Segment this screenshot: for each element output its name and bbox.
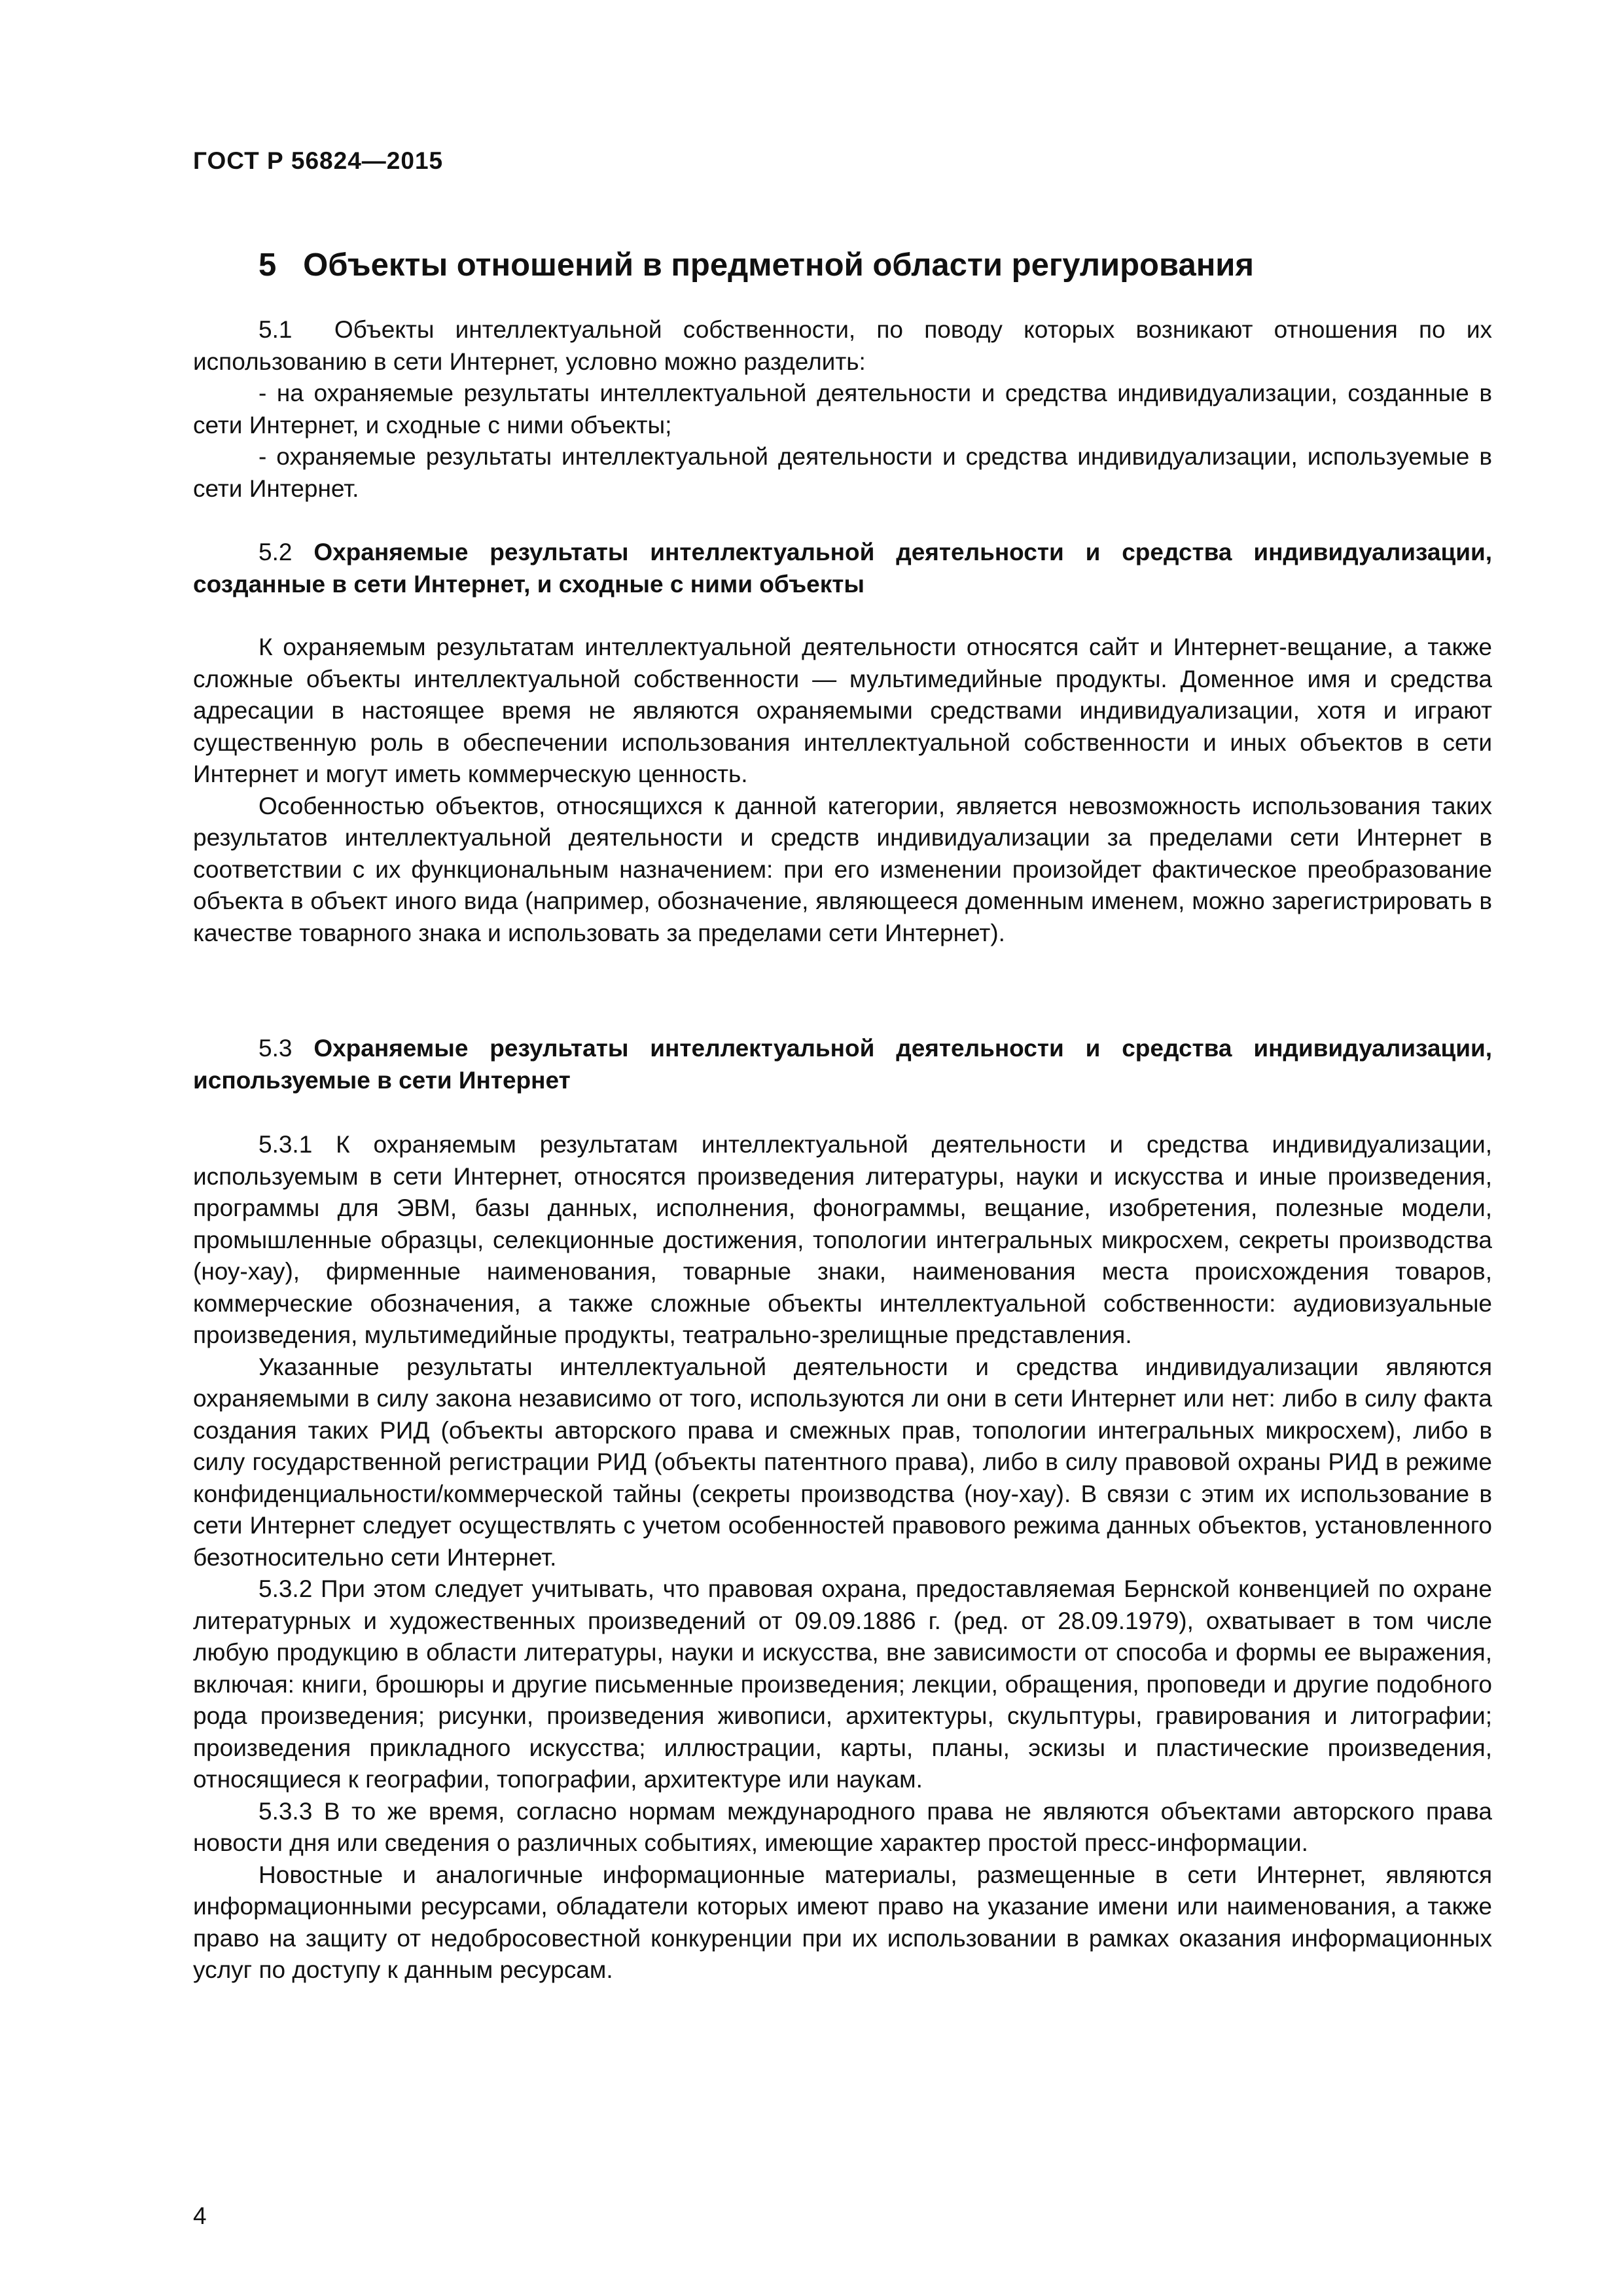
section-number: 5 (259, 247, 277, 283)
clause-number: 5.1 (259, 316, 293, 343)
subsection-5-3-body (193, 1129, 1492, 1986)
subsection-heading (193, 537, 1492, 600)
paragraph: Указанные результаты интеллектуальной деятельности и средства индивидуализации являются охраняемыми в силу закона независимо от того, используются ли они в сети Интернет или нет: либо в силу факта создания таких РИД (объекты авторского права и смежных прав, топологии интегральных микросхем), либо в силу государственной регистрации РИД (объекты патентного права), либо в силу правовой охраны РИД в режиме конфиденциальности/коммерческой тайны (секреты производства (ноу-хау). В связи с этим их использование в сети Интернет следует осуществлять с учетом особенностей правового режима данных объектов, установленного безотносительно сети Интернет. (193, 1353, 1492, 1571)
paragraph: 5.3.1 К охраняемым результатам интеллектуальной деятельности и средства индивидуализации, используемым в сети Интернет, относятся произведения литературы, науки и искусства и иные произведения, программы для ЭВМ, базы данных, исполнения, фонограммы, вещание, изобретения, полезные модели, промышленные образцы, селекционные достижения, топологии интегральных микросхем, секреты производства (ноу-хау), фирменные наименования, товарные знаки, наименования места происхождения товаров, коммерческие обозначения, а также сложные объекты интеллектуальной собственности: аудиовизуальные произведения, мультимедийные продукты, театрально-зрелищные представления. (193, 1131, 1492, 1348)
list-item: - охраняемые результаты интеллектуальной деятельности и средства индивидуализации, используемые в сети Интернет. (193, 443, 1492, 502)
section-title-text: Объекты отношений в предметной области регулирования (303, 247, 1255, 283)
paragraph: 5.3.2 При этом следует учитывать, что правовая охрана, предоставляемая Бернской конвенцией по охране литературных и художественных произведений от 09.09.1886 г. (ред. от 28.09.1979), охватывает в том числе любую продукцию в области литературы, науки и искусства, вне зависимости от способа и формы ее выражения, включая: книги, брошюры и другие письменные произведения; лекции, обращения, проповеди и другие подобного рода произведения; рисунки, произведения живописи, архитектуры, скульптуры, гравирования и литографии; произведения прикладного искусства; иллюстрации, карты, планы, эскизы и пластические произведения, относящиеся к географии, топографии, архитектуре или наукам. (193, 1575, 1492, 1793)
paragraph: Особенностью объектов, относящихся к данной категории, является невозможность использования таких результатов интеллектуальной деятельности и средств индивидуализации за пределами сети Интернет в соответствии с их функциональным назначением: при его изменении произойдет фактическое преобразование объекта в объект иного вида (например, обозначение, являющееся доменным именем, можно зарегистрировать в качестве товарного знака и использовать за пределами сети Интернет). (193, 792, 1492, 946)
subsection-5-2-body (193, 632, 1492, 949)
subsection-heading-text: Охраняемые результаты интеллектуальной деятельности и средства индивидуализации, используемые в сети Интернет (193, 1035, 1493, 1094)
subsection-heading-text: Охраняемые результаты интеллектуальной деятельности и средства индивидуализации, созданные в сети Интернет, и сходные с ними объекты (193, 539, 1493, 598)
subsection-5-1 (193, 314, 1492, 505)
section-title (259, 247, 1254, 283)
paragraph-text: Объекты интеллектуальной собственности, по поводу которых возникают отношения по их использованию в сети Интернет, условно можно разделить: (193, 316, 1492, 375)
paragraph: Новостные и аналогичные информационные материалы, размещенные в сети Интернет, являются информационными ресурсами, обладатели которых имеют право на указание имени или наименования, а также право на защиту от недобросовестной конкуренции при их использовании в рамках оказания информационных услуг по доступу к данным ресурсам. (193, 1861, 1492, 1983)
subsection-5-3-heading (193, 1033, 1492, 1096)
paragraph: 5.3.3 В то же время, согласно нормам международного права не являются объектами авторского права новости дня или сведения о различных событиях, имеющие характер простой пресс-информации. (193, 1797, 1492, 1856)
paragraph-5-1-intro (193, 314, 1492, 378)
list-item: - на охраняемые результаты интеллектуальной деятельности и средства индивидуализации, созданные в сети Интернет, и сходные с ними объекты; (193, 380, 1492, 439)
document-page (193, 147, 1493, 2229)
document-code-header: ГОСТ Р 56824—2015 (193, 147, 444, 174)
clause-number: 5.3 (259, 1035, 293, 1062)
clause-number: 5.2 (259, 539, 293, 565)
subsection-heading (193, 1033, 1492, 1096)
paragraph: К охраняемым результатам интеллектуальной деятельности относятся сайт и Интернет-вещание, а также сложные объекты интеллектуальной собственности — мультимедийные продукты. Доменное имя и средства адресации в настоящее время не являются охраняемыми средствами индивидуализации, хотя и играют существенную роль в обеспечении использования интеллектуальной собственности и иных объектов в сети Интернет и могут иметь коммерческую ценность. (193, 634, 1492, 787)
page-number: 4 (193, 2202, 207, 2229)
subsection-5-2-heading (193, 537, 1492, 600)
